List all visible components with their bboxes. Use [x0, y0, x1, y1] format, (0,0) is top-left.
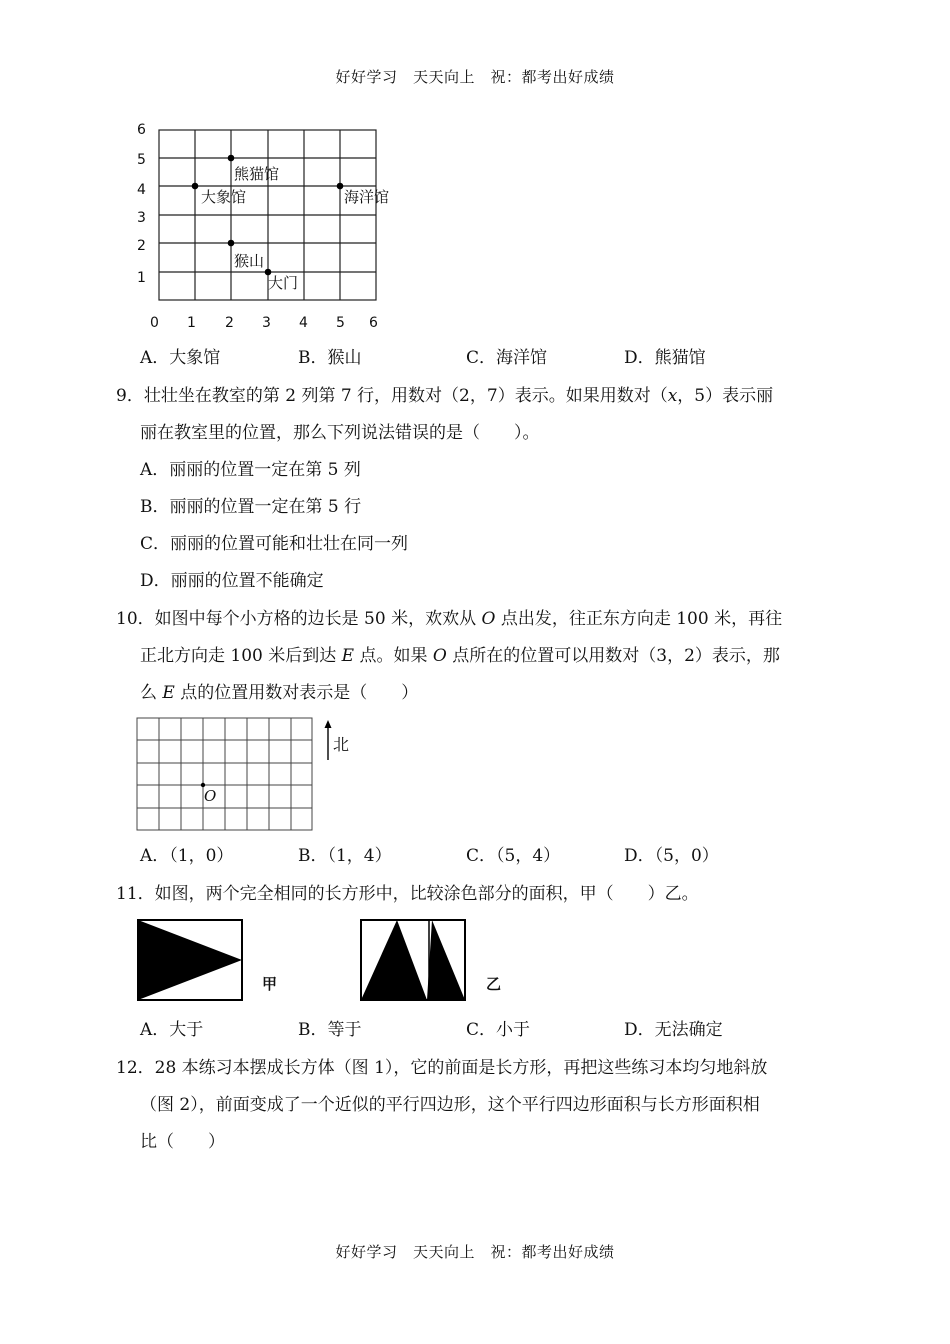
page-header: 好好学习 天天向上 祝：都考出好成绩 — [335, 68, 615, 86]
page-footer: 好好学习 天天向上 祝：都考出好成绩 — [335, 1243, 615, 1261]
label-yi: 乙 — [486, 975, 502, 993]
north-arrow-head — [325, 720, 332, 728]
q11-figure-yi — [357, 916, 469, 1004]
x-tick-5: 5 — [336, 315, 345, 331]
q10-option-d[interactable]: D．（5，0） — [624, 846, 719, 866]
origin-label: O — [204, 787, 217, 805]
y-tick-1: 1 — [137, 270, 146, 286]
q11-option-c[interactable]: C．小于 — [466, 1020, 531, 1040]
q9-option-d[interactable]: D．丽丽的位置不能确定 — [140, 571, 324, 591]
q12-line-2: （图 2），前面变成了一个近似的平行四边形，这个平行四边形面积与长方形面积相 — [140, 1095, 760, 1115]
q10-grid-figure — [130, 712, 370, 838]
x-tick-2: 2 — [225, 315, 234, 331]
label-elephant: 大象馆 — [201, 188, 247, 206]
q11-line-1: 11．如图，两个完全相同的长方形中，比较涂色部分的面积，甲（ ）乙。 — [116, 884, 699, 904]
x-tick-4: 4 — [299, 315, 308, 331]
y-tick-4: 4 — [137, 182, 146, 198]
q8-grid-svg — [120, 118, 420, 338]
q11-option-d[interactable]: D．无法确定 — [624, 1020, 723, 1040]
q8-option-c[interactable]: C．海洋馆 — [466, 348, 548, 368]
q10-line-2: 正北方向走 100 米后到达 E 点。如果 O 点所在的位置可以用数对（3，2）表示，那 — [140, 646, 780, 666]
q10-grid-svg — [130, 712, 370, 838]
north-label: 北 — [333, 735, 350, 754]
q9-option-c[interactable]: C．丽丽的位置可能和壮壮在同一列 — [140, 534, 409, 554]
jia-rect-svg — [134, 916, 246, 1004]
q11-option-b[interactable]: B．等于 — [298, 1020, 362, 1040]
label-monkey: 猴山 — [234, 252, 265, 270]
panda-point — [228, 155, 235, 162]
monkey-point — [228, 240, 235, 247]
elephant-point — [192, 183, 199, 190]
ocean-point — [337, 183, 344, 190]
x-tick-0: 0 — [150, 315, 159, 331]
q12-line-3: 比（ ） — [140, 1132, 225, 1152]
label-panda: 熊猫馆 — [234, 165, 280, 183]
q8-map-figure — [120, 118, 420, 338]
q8-option-a[interactable]: A．大象馆 — [140, 348, 221, 368]
q9-option-a[interactable]: A．丽丽的位置一定在第 5 列 — [140, 460, 361, 480]
q9-line-2: 丽在教室里的位置，那么下列说法错误的是（ ）。 — [140, 423, 540, 443]
q8-option-b[interactable]: B．猴山 — [298, 348, 362, 368]
y-tick-5: 5 — [137, 152, 146, 168]
x-tick-6: 6 — [369, 315, 378, 331]
q11-option-a[interactable]: A．大于 — [140, 1020, 204, 1040]
q10-line-3: 么 E 点的位置用数对表示是（ ） — [140, 683, 419, 703]
q10-option-c[interactable]: C．（5，4） — [466, 846, 561, 866]
label-jia: 甲 — [262, 975, 278, 993]
q10-option-a[interactable]: A．（1，0） — [140, 846, 234, 866]
x-tick-1: 1 — [187, 315, 196, 331]
y-tick-3: 3 — [137, 210, 146, 226]
q10-line-1: 10．如图中每个小方格的边长是 50 米，欢欢从 O 点出发，往正东方向走 100 米，再往 — [116, 609, 783, 629]
label-ocean: 海洋馆 — [344, 188, 390, 206]
q12-line-1: 12．28 本练习本摆成长方体（图 1），它的前面是长方形，再把这些练习本均匀地斜放 — [116, 1058, 768, 1078]
q9-option-b[interactable]: B．丽丽的位置一定在第 5 行 — [140, 497, 362, 517]
q9-line-1: 9．壮壮坐在教室的第 2 列第 7 行，用数对（2，7）表示。如果用数对（x，5）表示丽 — [116, 386, 774, 406]
q10-option-b[interactable]: B．（1，4） — [298, 846, 392, 866]
x-tick-3: 3 — [262, 315, 271, 331]
label-gate: 大门 — [268, 274, 299, 292]
y-tick-2: 2 — [137, 238, 146, 254]
q11-figure-jia — [134, 916, 246, 1004]
y-tick-6: 6 — [137, 122, 146, 138]
q8-option-d[interactable]: D．熊猫馆 — [624, 348, 706, 368]
yi-rect-svg — [357, 916, 469, 1004]
